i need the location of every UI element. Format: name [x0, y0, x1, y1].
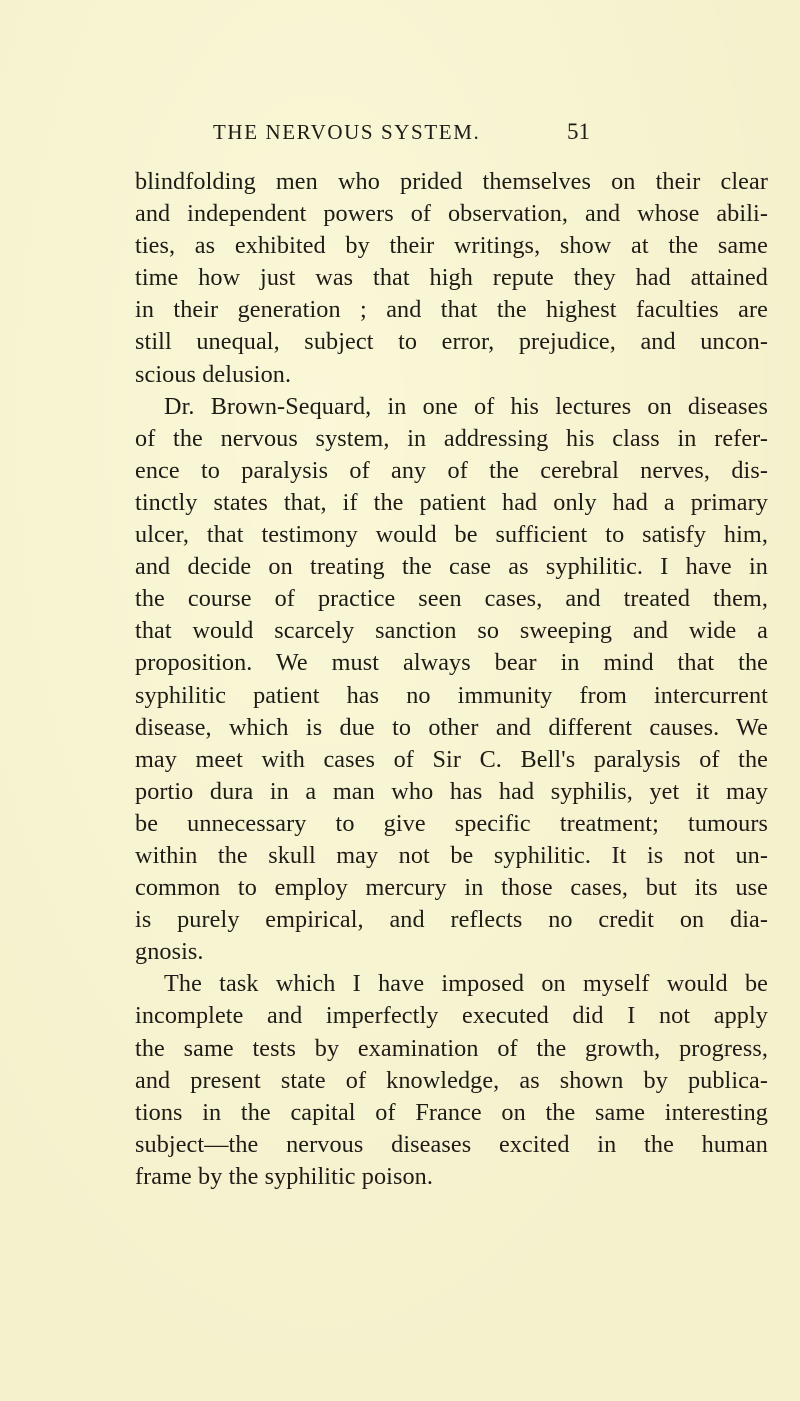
running-title: THE NERVOUS SYSTEM.: [213, 120, 481, 144]
text-line: is purely empirical, and reflects no credit on dia-: [135, 906, 768, 934]
text-line: and independent powers of observation, and whose abili-: [135, 200, 768, 228]
text-line: frame by the syphilitic poison.: [135, 1162, 434, 1190]
text-line: subject—the nervous diseases excited in the human: [135, 1130, 768, 1158]
text-line: common to employ mercury in those cases, but its use: [135, 874, 768, 902]
text-line: tinctly states that, if the patient had only had a primary: [135, 488, 768, 516]
text-line: time how just was that high repute they had attained: [135, 264, 768, 292]
text-line: be unnecessary to give specific treatment; tumours: [135, 809, 768, 837]
text-line: in their generation ; and that the highest faculties are: [135, 296, 768, 324]
text-line: and present state of knowledge, as shown by publica-: [135, 1066, 768, 1094]
text-line: still unequal, subject to error, prejudice, and uncon-: [135, 328, 768, 356]
text-line: blindfolding men who prided themselves on their clear: [135, 168, 768, 195]
text-line: ulcer, that testimony would be sufficient to satisfy him,: [135, 521, 768, 549]
text-line: tions in the capital of France on the same interesting: [135, 1098, 768, 1126]
text-line: and decide on treating the case as syphilitic. I have in: [135, 553, 768, 581]
text-line: incomplete and imperfectly executed did I not apply: [135, 1002, 768, 1030]
text-line: may meet with cases of Sir C. Bell's paralysis of the: [135, 745, 768, 773]
running-head: [0, 120, 800, 150]
text-line: The task which I have imposed on myself would be: [164, 970, 768, 998]
text-line: syphilitic patient has no immunity from intercurrent: [135, 681, 768, 709]
text-line: portio dura in a man who has had syphilis, yet it may: [135, 777, 768, 805]
text-line: that would scarcely sanction so sweeping and wide a: [135, 617, 768, 645]
text-line: the same tests by examination of the growth, progress,: [135, 1034, 768, 1062]
text-line: within the skull may not be syphilitic. It is not un-: [135, 841, 768, 869]
text-line: proposition. We must always bear in mind that the: [135, 649, 768, 677]
text-line: disease, which is due to other and different causes. We: [135, 713, 768, 741]
text-line: scious delusion.: [135, 360, 292, 388]
text-line: ties, as exhibited by their writings, show at the same: [135, 232, 768, 260]
text-line: Dr. Brown-Sequard, in one of his lectures on diseases: [164, 392, 768, 420]
text-line: ence to paralysis of any of the cerebral nerves, dis-: [135, 456, 768, 484]
text-line: of the nervous system, in addressing his class in refer-: [135, 424, 768, 452]
text-line: gnosis.: [135, 938, 204, 966]
body-text: [135, 166, 768, 1193]
text-line: the course of practice seen cases, and treated them,: [135, 585, 768, 613]
page-number: 51: [567, 119, 590, 144]
